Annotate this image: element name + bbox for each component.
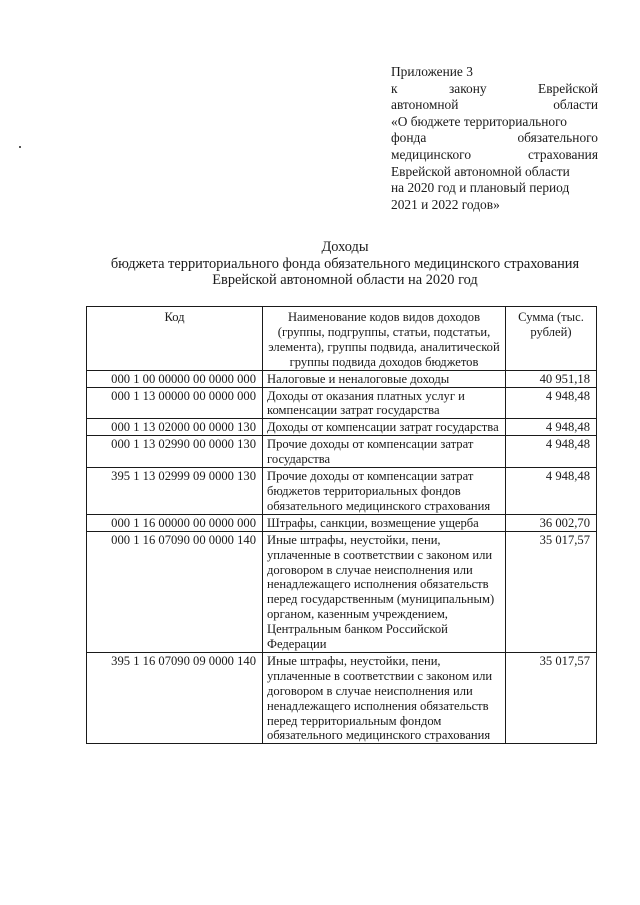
row-name: Штрафы, санкции, возмещение ущерба [263, 514, 506, 531]
table-row [87, 514, 597, 531]
row-name: Прочие доходы от компенсации затрат государства [263, 436, 506, 468]
row-name: Прочие доходы от компенсации затрат бюджетов территориальных фондов обязательного медицинского страхования [263, 468, 506, 515]
appendix-line [391, 130, 598, 147]
appendix-text: закону [448, 80, 487, 96]
row-code: 000 1 00 00000 00 0000 000 [87, 370, 263, 387]
table-row [87, 652, 597, 743]
appendix-text: области [553, 97, 598, 113]
header-name: Наименование кодов видов доходов (группы, подгруппы, статьи, подстатьи, элемента), группы подвида, аналитической группы подвида доходов бюджетов [263, 307, 506, 371]
table-row [87, 419, 597, 436]
revenue-table [86, 306, 597, 744]
row-code: 000 1 13 02990 00 0000 130 [87, 436, 263, 468]
row-name: Доходы от компенсации затрат государства [263, 419, 506, 436]
row-sum: 35 017,57 [506, 531, 597, 652]
table-header-row [87, 307, 597, 371]
appendix-text: Еврейской автономной области [391, 163, 570, 179]
appendix-text: «О бюджете территориального [391, 113, 567, 129]
appendix-line [391, 147, 598, 164]
appendix-text: Еврейской [538, 80, 598, 96]
title-line: бюджета территориального фонда обязательного медицинского страхования [110, 255, 580, 272]
appendix-text: к [391, 80, 398, 96]
row-name: Налоговые и неналоговые доходы [263, 370, 506, 387]
appendix-text: фонда [391, 130, 427, 146]
appendix-text: страхования [527, 146, 598, 162]
row-code: 000 1 13 02000 00 0000 130 [87, 419, 263, 436]
document-title [80, 239, 610, 289]
table-row [87, 436, 597, 468]
appendix-text: 2021 и 2022 годов» [391, 196, 500, 212]
row-code: 395 1 13 02999 09 0000 130 [87, 468, 263, 515]
row-sum: 4 948,48 [506, 419, 597, 436]
row-name: Иные штрафы, неустойки, пени, уплаченные в соответствии с законом или договором в случае неисполнения или ненадлежащего исполнения обязательств перед государственным (муниципальным) органом, казенным учреждением, Центральным банком Российской Федерации [263, 531, 506, 652]
table-row [87, 387, 597, 419]
title-line: Доходы [321, 239, 369, 255]
appendix-text: обязательного [517, 130, 598, 146]
row-code: 000 1 16 07090 00 0000 140 [87, 531, 263, 652]
row-sum: 36 002,70 [506, 514, 597, 531]
table-row [87, 370, 597, 387]
row-code: 000 1 13 00000 00 0000 000 [87, 387, 263, 419]
appendix-line [391, 180, 598, 197]
header-sum: Сумма (тыс. рублей) [506, 307, 597, 371]
appendix-line [391, 197, 598, 214]
table-row [87, 468, 597, 515]
appendix-text: Приложение 3 [391, 64, 473, 79]
row-sum: 4 948,48 [506, 387, 597, 419]
appendix-line [391, 164, 598, 181]
appendix-line [391, 97, 598, 114]
appendix-line [391, 64, 598, 81]
appendix-text: автономной [391, 97, 459, 113]
appendix-heading [391, 64, 598, 213]
row-code: 000 1 16 00000 00 0000 000 [87, 514, 263, 531]
table-row [87, 531, 597, 652]
appendix-text: на 2020 год и плановый период [391, 180, 570, 196]
row-name: Доходы от оказания платных услуг и компенсации затрат государства [263, 387, 506, 419]
appendix-line [391, 114, 598, 131]
row-sum: 4 948,48 [506, 436, 597, 468]
appendix-line [391, 81, 598, 98]
row-code: 395 1 16 07090 09 0000 140 [87, 652, 263, 743]
row-sum: 35 017,57 [506, 652, 597, 743]
appendix-text: медицинского [391, 146, 472, 162]
row-name: Иные штрафы, неустойки, пени, уплаченные в соответствии с законом или договором в случае неисполнения или ненадлежащего исполнения обязательств перед территориальным фондом обязательного медицинского страхования [263, 652, 506, 743]
scan-speck [19, 146, 21, 148]
header-code: Код [87, 307, 263, 371]
row-sum: 4 948,48 [506, 468, 597, 515]
title-line: Еврейской автономной области на 2020 год [212, 272, 478, 288]
row-sum: 40 951,18 [506, 370, 597, 387]
